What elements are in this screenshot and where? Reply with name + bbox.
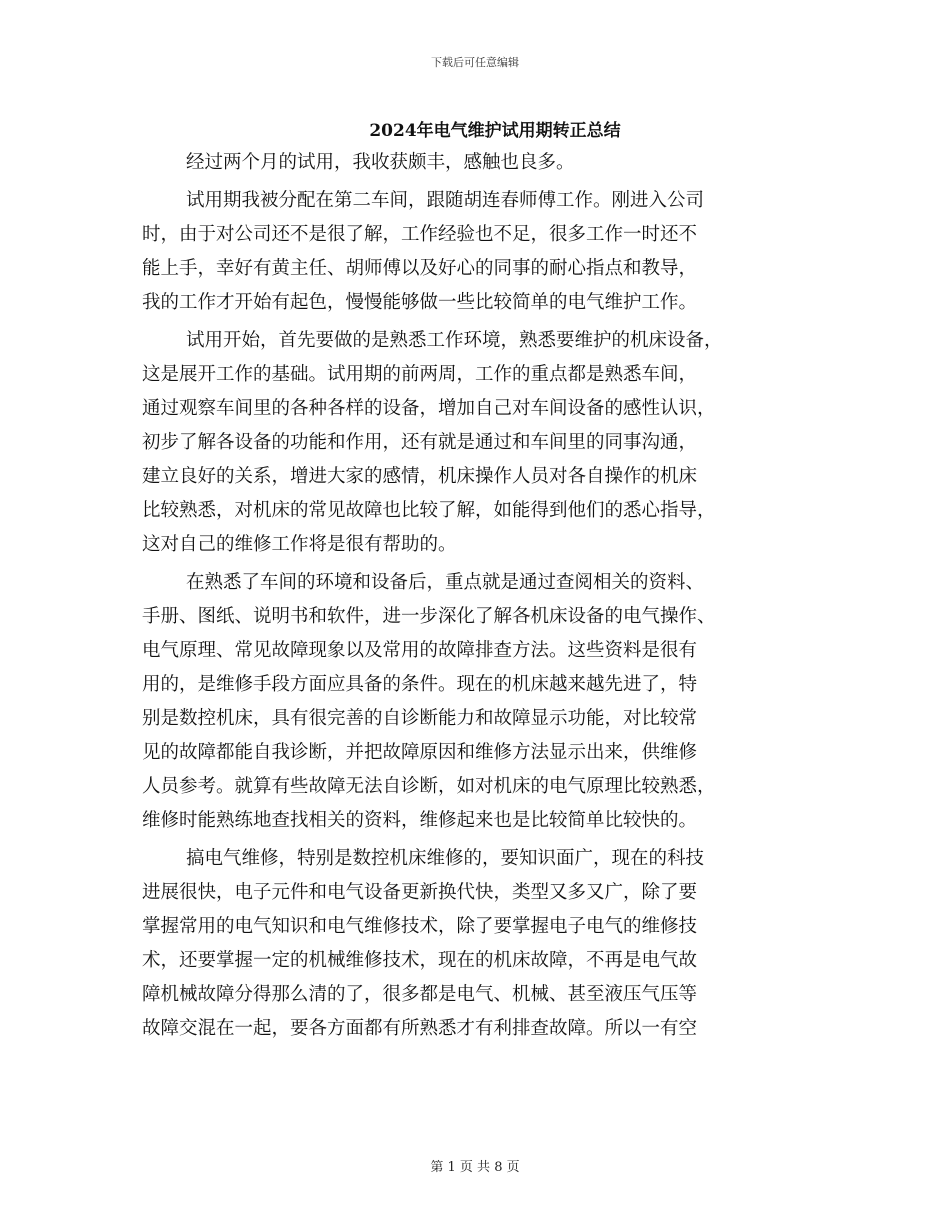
paragraph-line: 在熟悉了车间的环境和设备后，重点就是通过查阅相关的资料、 [186, 572, 705, 593]
paragraph-line: 障机械故障分得那么清的了，很多都是电气、机械、甚至液压气压等 [142, 984, 698, 1005]
page-number: 第 1 页 共 8 页 [430, 1160, 520, 1175]
paragraph-line: 人员参考。就算有些故障无法自诊断，如对机床的电气原理比较熟悉， [142, 776, 716, 797]
paragraph-line: 这对自己的维修工作将是很有帮助的。 [142, 534, 457, 555]
paragraph-line: 比较熟悉，对机床的常见故障也比较了解，如能得到他们的悉心指导， [142, 500, 716, 521]
paragraph-line: 进展很快，电子元件和电气设备更新换代快，类型又多又广，除了要 [142, 882, 698, 903]
paragraph-line: 经过两个月的试用，我收获颇丰，感触也良多。 [186, 152, 575, 173]
paragraph-line: 我的工作才开始有起色，慢慢能够做一些比较简单的电气维护工作。 [142, 292, 698, 313]
paragraph-line: 初步了解各设备的功能和作用，还有就是通过和车间里的同事沟通， [142, 432, 698, 453]
paragraph-line: 见的故障都能自我诊断，并把故障原因和维修方法显示出来，供维修 [142, 742, 698, 763]
paragraph [142, 566, 802, 838]
paragraph-line: 术，还要掌握一定的机械维修技术，现在的机床故障，不再是电气故 [142, 950, 698, 971]
document-title: 2024年电气维护试用期转正总结 [369, 121, 621, 141]
paragraph [142, 842, 802, 1046]
paragraph-line: 别是数控机床，具有很完善的自诊断能力和故障显示功能，对比较常 [142, 708, 698, 729]
paragraph-line: 建立良好的关系，增进大家的感情，机床操作人员对各自操作的机床 [142, 466, 698, 487]
paragraph-line: 用的，是维修手段方面应具备的条件。现在的机床越来越先进了，特 [142, 674, 698, 695]
paragraph [142, 146, 802, 180]
paragraph-line: 试用开始，首先要做的是熟悉工作环境，熟悉要维护的机床设备， [186, 330, 723, 351]
paragraph-line: 试用期我被分配在第二车间，跟随胡连春师傅工作。刚进入公司 [186, 190, 705, 211]
paragraph [142, 184, 802, 320]
document-body [142, 146, 802, 1050]
paragraph-line: 手册、图纸、说明书和软件，进一步深化了解各机床设备的电气操作、 [142, 606, 716, 627]
paragraph-line: 电气原理、常见故障现象以及常用的故障排查方法。这些资料是很有 [142, 640, 698, 661]
paragraph-line: 时，由于对公司还不是很了解，工作经验也不足，很多工作一时还不 [142, 224, 698, 245]
paragraph-line: 维修时能熟练地查找相关的资料，维修起来也是比较简单比较快的。 [142, 810, 698, 831]
paragraph-line: 这是展开工作的基础。试用期的前两周，工作的重点都是熟悉车间， [142, 364, 698, 385]
paragraph-line: 通过观察车间里的各种各样的设备，增加自己对车间设备的感性认识， [142, 398, 716, 419]
paragraph-line: 故障交混在一起，要各方面都有所熟悉才有利排查故障。所以一有空 [142, 1018, 698, 1039]
paragraph-line: 能上手，幸好有黄主任、胡师傅以及好心的同事的耐心指点和教导， [142, 258, 698, 279]
paragraph [142, 324, 802, 562]
paragraph-line: 搞电气维修，特别是数控机床维修的，要知识面广，现在的科技 [186, 848, 705, 869]
page-header-note: 下载后可任意编辑 [431, 56, 519, 69]
paragraph-line: 掌握常用的电气知识和电气维修技术，除了要掌握电子电气的维修技 [142, 916, 698, 937]
